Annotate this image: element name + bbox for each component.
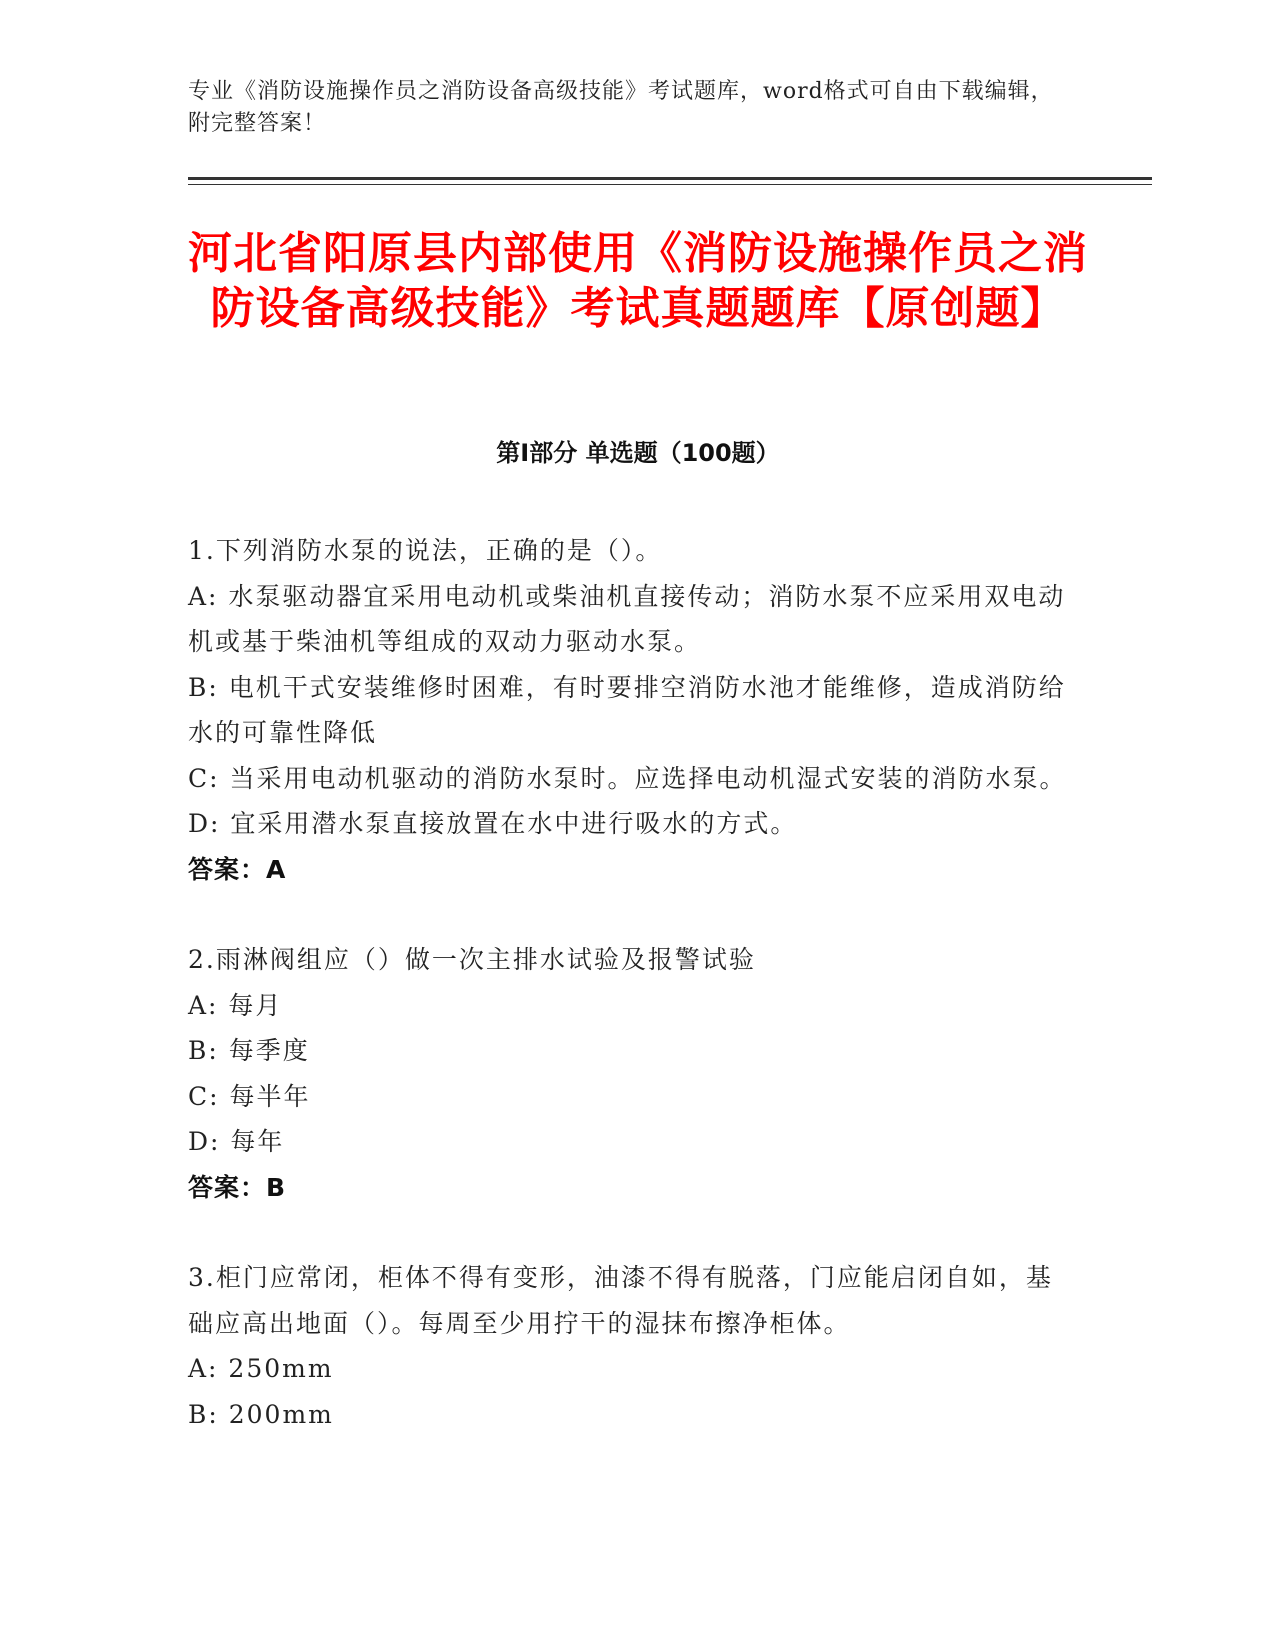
option-c: C: 当采用电动机驱动的消防水泵时。应选择电动机湿式安装的消防水泵。 xyxy=(188,763,1067,793)
option-d: D: 宜采用潜水泵直接放置在水中进行吸水的方式。 xyxy=(188,809,798,838)
option-a: A: 250mm xyxy=(188,1354,334,1383)
question-stem: 1.下列消防水泵的说法，正确的是（）。 xyxy=(188,536,663,565)
question-stem: 3.柜门应常闭，柜体不得有变形，油漆不得有脱落，门应能启闭自如，基础应高出地面（）。每周至少用拧干的湿抹布擦净柜体。 xyxy=(188,1263,1053,1338)
section-heading: 第Ⅰ部分 单选题（100题） xyxy=(496,439,780,467)
header-divider-thick xyxy=(188,177,1152,180)
document-title: 河北省阳原县内部使用《消防设施操作员之消防设备高级技能》考试真题题库【原创题】 xyxy=(188,228,1088,334)
option-b: B: 每季度 xyxy=(188,1036,310,1065)
option-a: A: 水泵驱动器宜采用电动机或柴油机直接传动；消防水泵不应采用双电动机或基于柴油机等组成的双动力驱动水泵。 xyxy=(188,581,1066,656)
question-item xyxy=(188,937,1078,1210)
question-list xyxy=(188,528,1078,1482)
question-stem: 2.雨淋阀组应（）做一次主排水试验及报警试验 xyxy=(188,945,756,974)
question-item xyxy=(188,528,1078,892)
answer-line: 答案：A xyxy=(188,854,287,884)
question-item xyxy=(188,1255,1078,1437)
option-b: B: 电机干式安装维修时困难，有时要排空消防水池才能维修，造成消防给水的可靠性降低 xyxy=(188,672,1066,747)
option-d: D: 每年 xyxy=(188,1127,285,1156)
option-c: C: 每半年 xyxy=(188,1081,311,1111)
option-a: A: 每月 xyxy=(188,990,283,1020)
option-b: B: 200mm xyxy=(188,1399,334,1429)
header-note: 专业《消防设施操作员之消防设备高级技能》考试题库，word格式可自由下载编辑，附完整答案！ xyxy=(188,79,1054,136)
answer-line: 答案：B xyxy=(188,1172,287,1202)
header-divider-thin xyxy=(188,184,1152,185)
